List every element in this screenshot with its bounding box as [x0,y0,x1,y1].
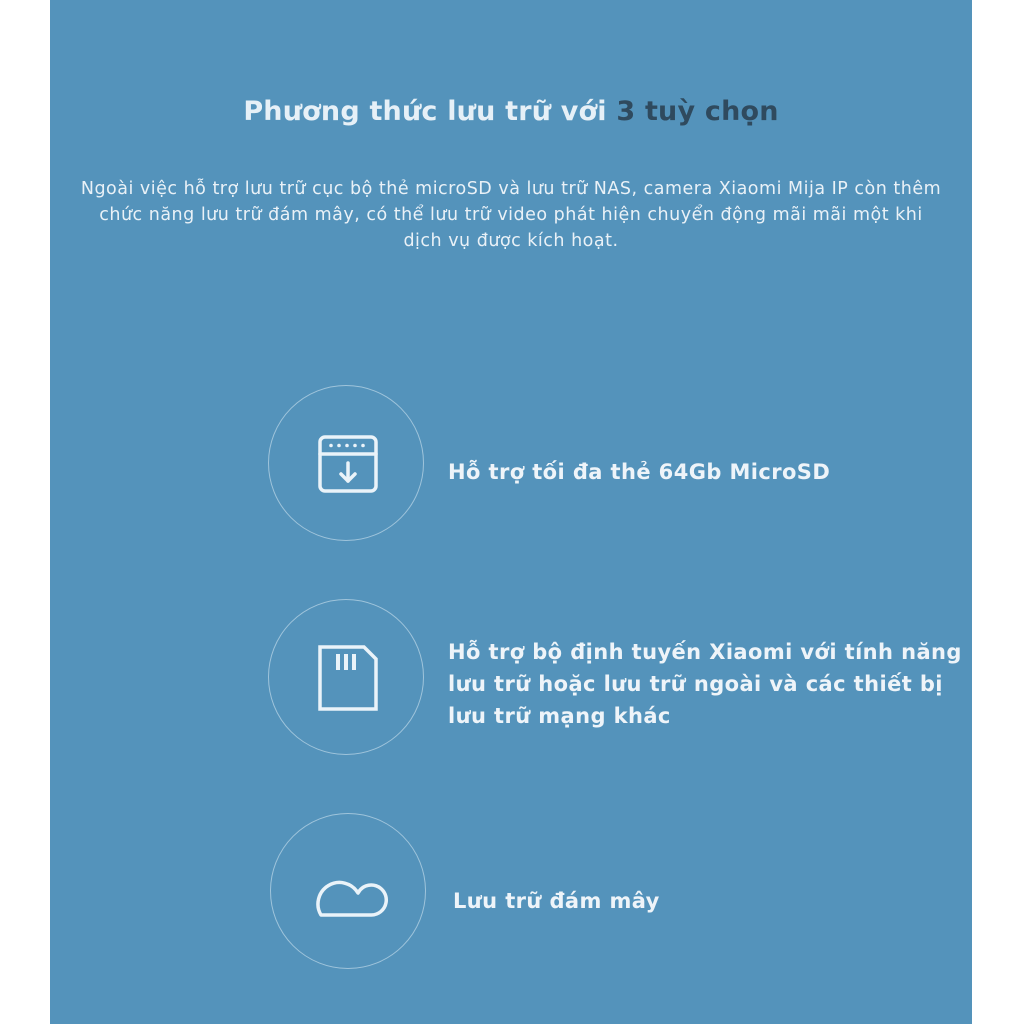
cloud-icon [271,814,427,970]
sd-card-icon [269,600,425,756]
download-window-icon [269,386,425,542]
title-main: Phương thức lưu trữ với [243,96,607,127]
feature-1-circle [268,385,424,541]
page-title [50,96,972,127]
feature-3-label: Lưu trữ đám mây [453,889,660,913]
title-accent: 3 tuỳ chọn [616,96,779,127]
storage-panel [50,0,972,1024]
feature-2-circle [268,599,424,755]
intro-paragraph: Ngoài việc hỗ trợ lưu trữ cục bộ thẻ microSD và lưu trữ NAS, camera Xiaomi Mija IP còn thêm chức năng lưu trữ đám mây, có thể lưu trữ video phát hiện chuyển động mãi mãi một khi dịch vụ được kích hoạt. [80,179,942,251]
feature-3-circle [270,813,426,969]
feature-1-label: Hỗ trợ tối đa thẻ 64Gb MicroSD [448,460,831,484]
feature-2-label: Hỗ trợ bộ định tuyến Xiaomi với tính năng lưu trữ hoặc lưu trữ ngoài và các thiết bị lưu trữ mạng khác [448,640,962,728]
